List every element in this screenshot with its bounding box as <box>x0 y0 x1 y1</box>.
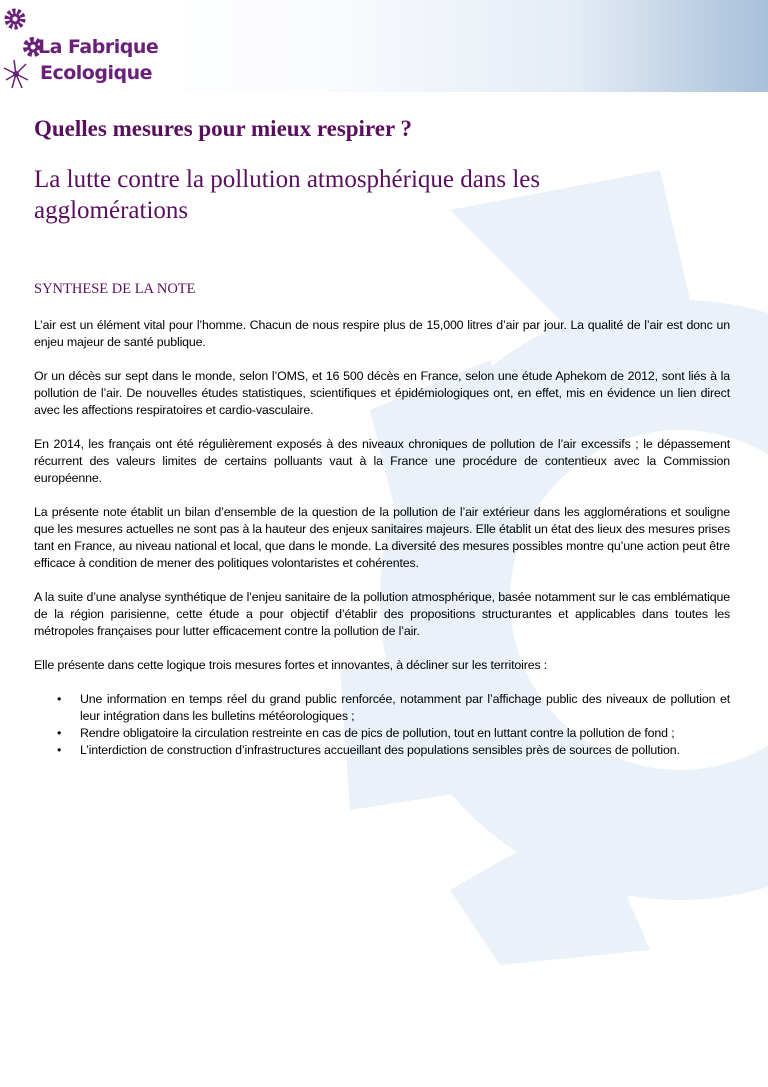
list-item <box>34 691 730 725</box>
page-subtitle: La lutte contre la pollution atmosphérique dans les agglomérations <box>34 166 541 224</box>
page-title: Quelles mesures pour mieux respirer ? <box>34 116 412 141</box>
measures-list <box>34 691 730 759</box>
paragraph: A la suite d’une analyse synthétique de l’enjeu sanitaire de la pollution atmosphérique, basée notamment sur le cas emblématique de la région parisienne, cette étude a pour objectif d’établir des propositions structurantes et applicables dans toutes les métropoles françaises pour lutter efficacement contre la pollution de l’air. <box>34 590 730 638</box>
list-item-text: L’interdiction de construction d’infrastructures accueillant des populations sensibles près de sources de pollution. <box>80 743 680 757</box>
logo <box>0 0 183 92</box>
paragraph: Or un décès sur sept dans le monde, selon l’OMS, et 16 500 décès en France, selon une étude Aphekom de 2012, sont liés à la pollution de l’air. De nouvelles études statistiques, scientifiques et épidémiologiques ont, en effet, mis en évidence un lien direct avec les affections respiratoires et cardio-vasculaire. <box>34 369 730 417</box>
list-item <box>34 725 730 742</box>
section-heading: SYNTHESE DE LA NOTE <box>34 281 196 297</box>
gear-logo-icon <box>2 8 42 98</box>
paragraph: L’air est un élément vital pour l’homme. Chacun de nous respire plus de 15,000 litres d’air par jour. La qualité de l’air est donc un enjeu majeur de santé publique. <box>34 318 730 349</box>
logo-line1: La Fabrique <box>38 36 159 58</box>
list-item <box>34 742 730 759</box>
logo-line2: Ecologique <box>40 62 152 84</box>
paragraph: Elle présente dans cette logique trois mesures fortes et innovantes, à décliner sur les territoires : <box>34 658 548 672</box>
list-item-text: Une information en temps réel du grand public renforcée, notamment par l’affichage public des niveaux de pollution et leur intégration dans les bulletins météorologiques ; <box>80 692 730 723</box>
bullet-icon: • <box>57 692 62 706</box>
paragraph: La présente note établit un bilan d’ensemble de la question de la pollution de l’air extérieur dans les agglomérations et souligne que les mesures actuelles ne sont pas à la hauteur des enjeux sanitaires majeurs. Elle établit un état des lieux des mesures prises tant en France, au niveau national et local, que dans le monde. La diversité des mesures possibles montre qu’une action peut être efficace à condition de mener des politiques volontaristes et cohérentes. <box>34 505 730 570</box>
bullet-icon: • <box>57 743 62 757</box>
list-item-text: Rendre obligatoire la circulation restreinte en cas de pics de pollution, tout en luttant contre la pollution de fond ; <box>80 726 675 740</box>
synthesis-body <box>34 317 730 759</box>
bullet-icon: • <box>57 726 62 740</box>
paragraph: En 2014, les français ont été régulièrement exposés à des niveaux chroniques de pollution de l’air excessifs ; le dépassement récurrent des valeurs limites de certains polluants vaut à la France une procédure de contentieux avec la Commission européenne. <box>34 437 730 485</box>
